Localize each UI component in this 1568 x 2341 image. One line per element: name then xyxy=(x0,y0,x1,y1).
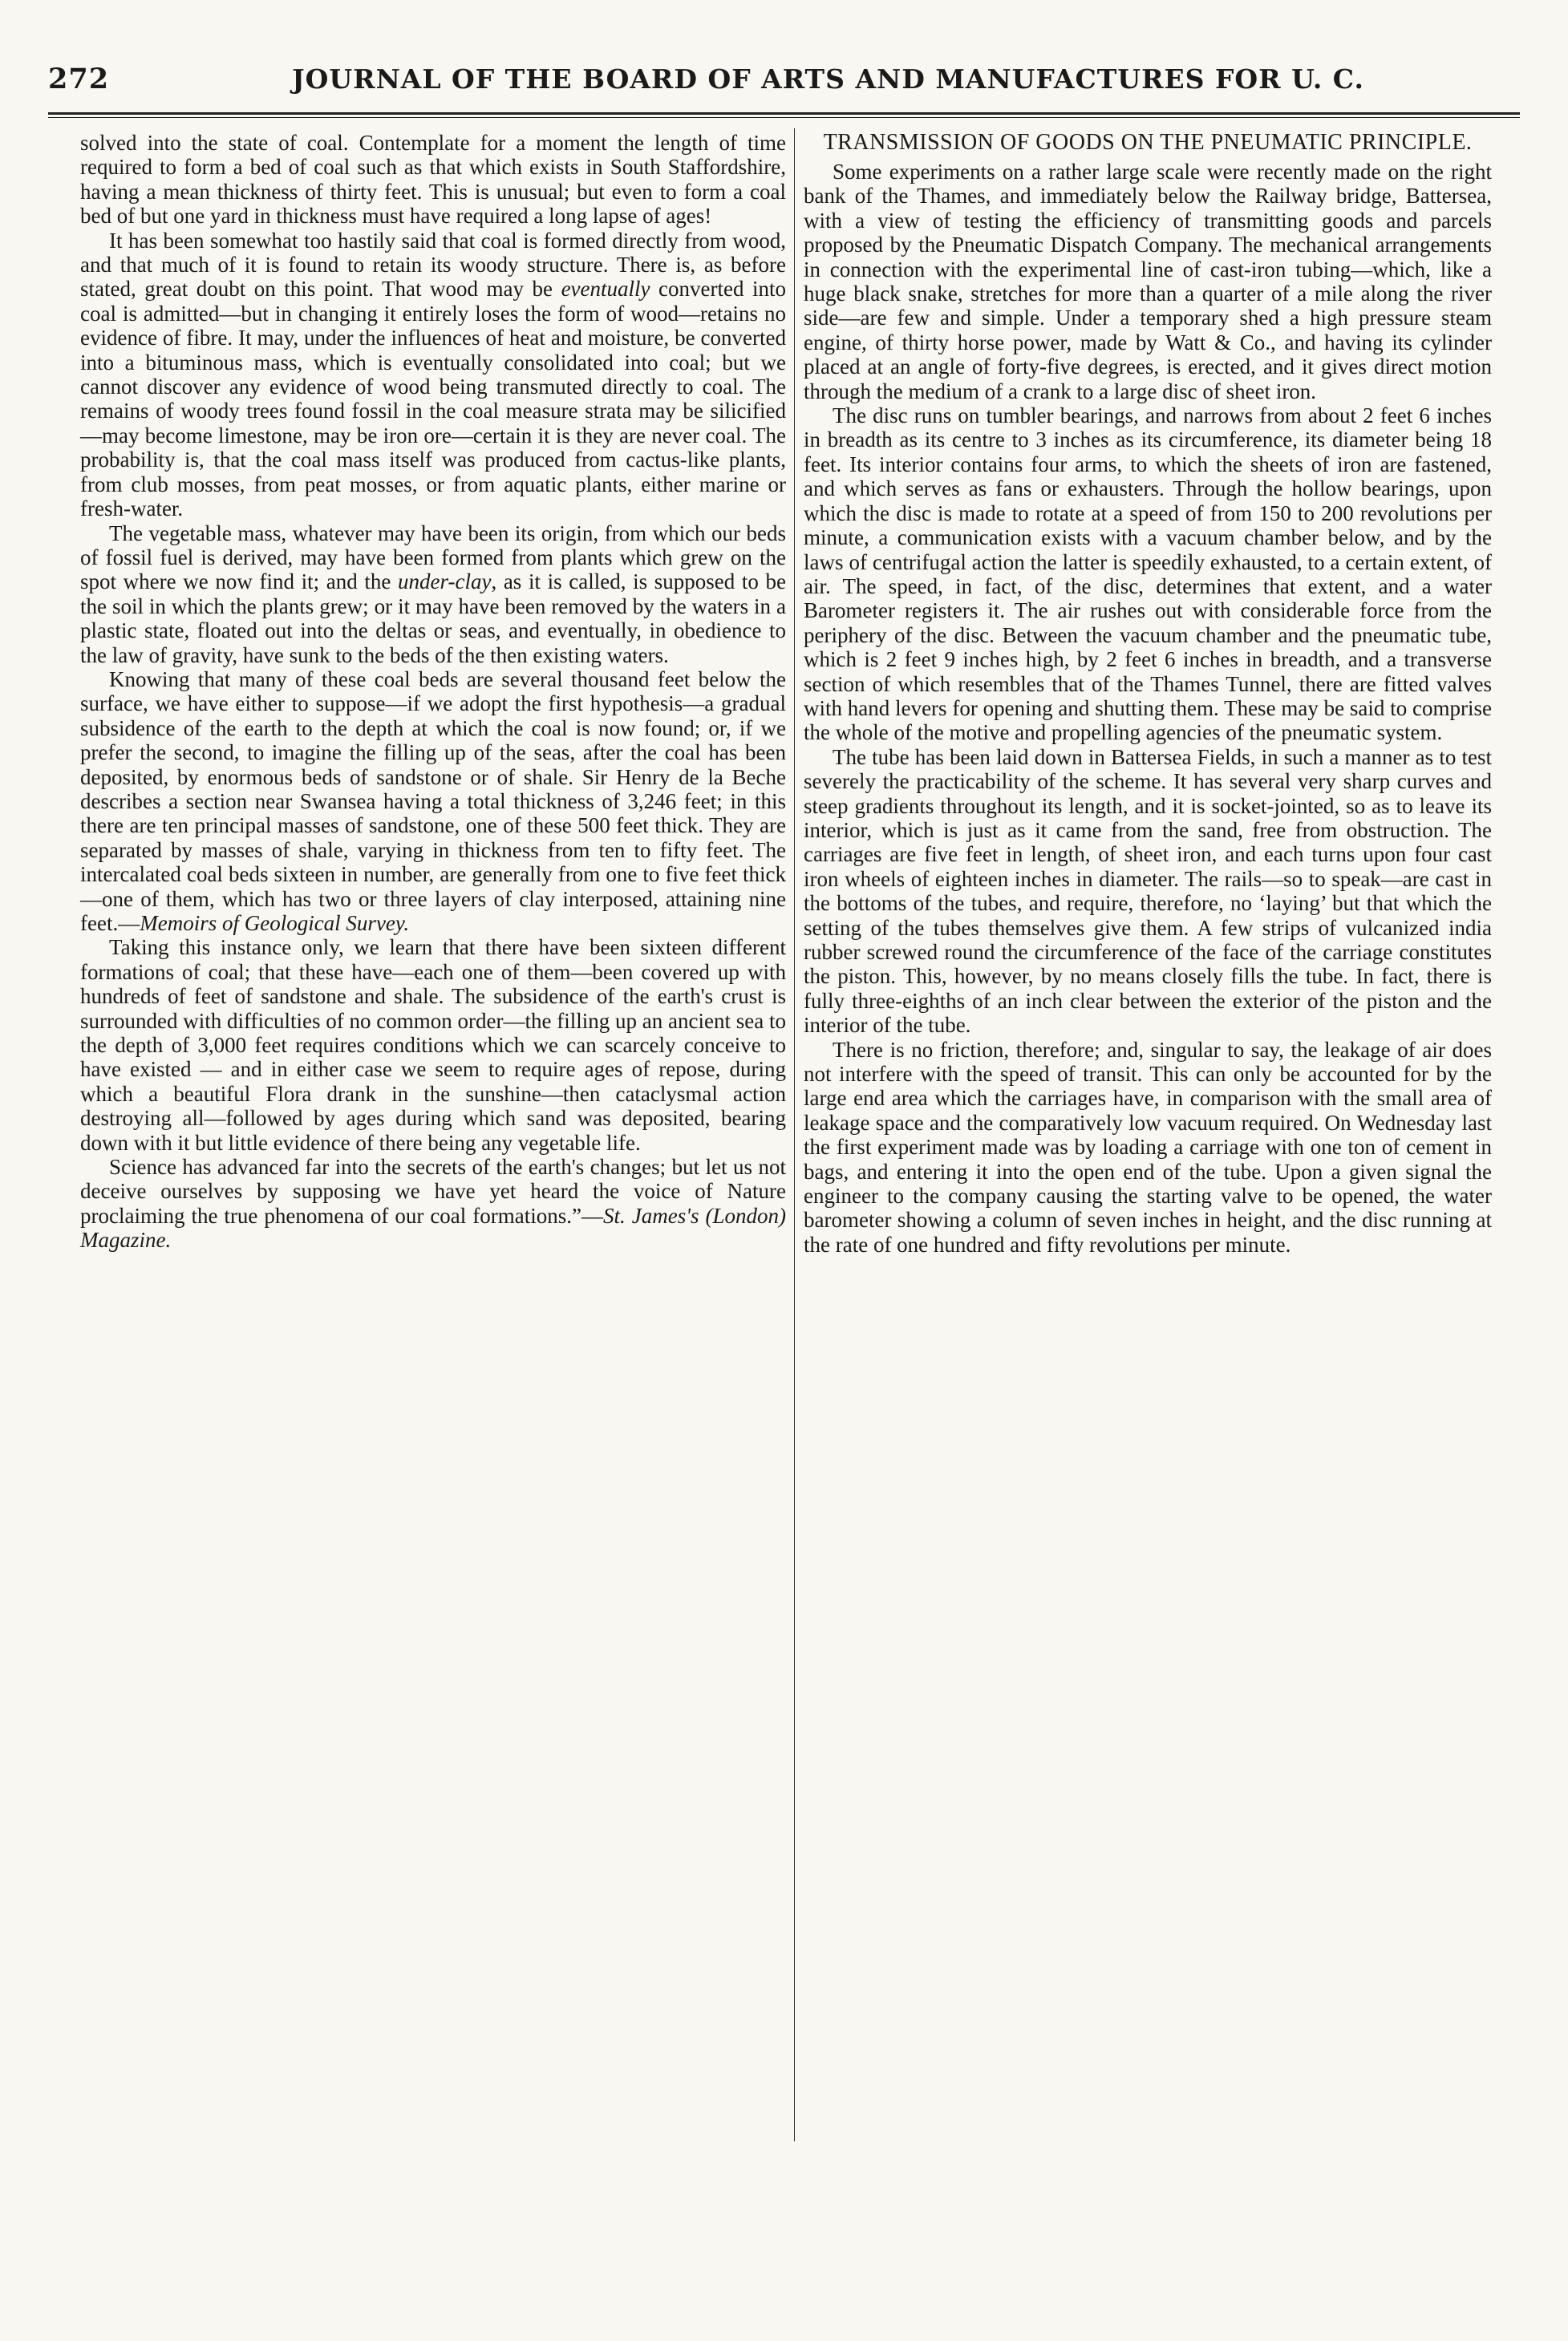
left-column xyxy=(80,131,786,1253)
paragraph: The vegetable mass, whatever may have been its origin, from which our beds of fossil fuel is derived, may have been formed from plants which grew on the spot where we now find it; and the under-clay, as it is called, is supposed to be the soil in which the plants grew; or it may have been removed by the waters in a plastic state, floated out into the deltas or seas, and eventually, in obedience to the law of gravity, have sunk to the beds of the then existing waters. xyxy=(80,520,786,667)
header-rule-thin xyxy=(48,117,1520,118)
paragraph: There is no friction, therefore; and, singular to say, the leakage of air does not interfere with the speed of transit. This can only be accounted for by the large end area which the carriages have, in comparison with the small area of leakage space and the comparatively low vacuum required. On Wednesday last the first experiment made was by loading a carriage with one ton of cement in bags, and entering it into the open end of the tube. Upon a given signal the engineer to the company causing the starting valve to be opened, the water barometer showing a column of seven inches in height, and the disc running at the rate of one hundred and fifty revolutions per minute. xyxy=(804,1037,1492,1257)
header-rule-thick xyxy=(48,112,1520,115)
paragraph: The disc runs on tumbler bearings, and narrows from about 2 feet 6 inches in breadth as its centre to 3 inches as its circumference, its diameter being 18 feet. Its interior contains four arms, to which the sheets of iron are fastened, and which serves as fans or exhausters. Through the hollow bearings, upon which the disc is made to rotate at a speed of from 150 to 200 revolutions per minute, a communication exists with a vacuum chamber below, and by the laws of centrifugal action the latter is speedily exhausted, to a certain extent, of air. The speed, in fact, of the disc, determines that extent, and a water Barometer registers it. The air rushes out with considerable force from the periphery of the disc. Between the vacuum chamber and the pneumatic tube, which is 2 feet 9 inches high, by 2 feet 6 inches in breadth, and a transverse section of which resembles that of the Thames Tunnel, there are fitted valves with hand levers for opening and shutting them. These may be said to comprise the whole of the motive and propelling agencies of the pneumatic system. xyxy=(804,403,1492,745)
citation: St. James's (London) Magazine. xyxy=(80,1203,786,1253)
emphasis: eventually xyxy=(561,277,650,302)
paragraph: It has been somewhat too hastily said that coal is formed directly from wood, and that much of it is found to retain its woody structure. There is, as before stated, great doubt on this point. That wood may be eventually converted into coal is admitted—but in changing it entirely loses the form of wood—retains no evidence of fibre. It may, under the influences of heat and moisture, be converted into a bituminous mass, which is eventually consolidated into coal; but we cannot discover any evidence of wood being transmuted directly to coal. The remains of woody trees found fossil in the coal measure strata may be silicified—may become limestone, may be iron ore—certain it is they are never coal. The probability is, that the coal mass itself was produced from cactus-like plants, from club mosses, from peat mosses, or from aquatic plants, either marine or fresh-water. xyxy=(80,228,786,521)
running-header xyxy=(48,63,1520,111)
right-column xyxy=(804,131,1492,1257)
paragraph: Science has advanced far into the secrets of the earth's changes; but let us not deceive ourselves by supposing we have yet heard the voice of Nature proclaiming the true phenomena of our coal formations.”—St. James's (London) Magazine. xyxy=(80,1155,786,1253)
column-divider xyxy=(794,128,795,2141)
paragraph: The tube has been laid down in Battersea Fields, in such a manner as to test severely the practicability of the scheme. It has several very sharp curves and steep gradients throughout its length, and it is socket-jointed, so as to leave its interior, which is just as it came from the sand, free from obstruction. The carriages are five feet in length, of sheet iron, and each turns upon four cast iron wheels of eighteen inches in diameter. The rails—so to speak—are cast in the bottoms of the tubes, and require, therefore, no ‘laying’ but that which the setting of the tubes themselves give them. A few strips of vulcanized india rubber screwed round the circumference of the face of the carriage constitutes the piston. This, however, by no means closely fills the tube. In fact, there is fully three-eighths of an inch clear between the exterior of the piston and the interior of the tube. xyxy=(804,744,1492,1038)
paragraph: solved into the state of coal. Contemplate for a moment the length of time required to form a bed of coal such as that which exists in South Staffordshire, having a mean thickness of thirty feet. This is unusual; but even to form a coal bed of but one yard in thickness must have required a long lapse of ages! xyxy=(80,131,786,229)
citation: Memoirs of Geological Survey. xyxy=(140,911,410,935)
emphasis: under-clay xyxy=(398,569,492,594)
paragraph: Knowing that many of these coal beds are several thousand feet below the surface, we have either to suppose—if we adopt the first hypothesis—a gradual subsidence of the earth to the depth at which the coal is now found; or, if we prefer the second, to imagine the filling up of the seas, after the coal has been deposited, by enormous beds of sandstone or of shale. Sir Henry de la Beche describes a section near Swansea having a total thickness of 3,246 feet; in this there are ten principal masses of sandstone, one of these 500 feet thick. They are separated by masses of shale, varying in thickness from ten to fifty feet. The intercalated coal beds sixteen in number, are generally from one to five feet thick—one of them, which has two or three layers of clay interposed, attaining nine feet.—Memoirs of Geological Survey. xyxy=(80,666,786,935)
paragraph: Some experiments on a rather large scale were recently made on the right bank of the Thames, and immediately below the Railway bridge, Battersea, with a view of testing the efficiency of transmitting goods and parcels proposed by the Pneumatic Dispatch Company. The mechanical arrangements in connection with the experimental line of cast-iron tubing—which, like a huge black snake, stretches for more than a quarter of a mile along the river side—are few and simple. Under a temporary shed a high pressure steam engine, of thirty horse power, made by Watt & Co., and having its cylinder placed at an angle of forty-five degrees, is erected, and it gives direct motion through the medium of a crank to a large disc of sheet iron. xyxy=(804,160,1492,403)
running-title: JOURNAL OF THE BOARD OF ARTS AND MANUFACTURES FOR U. C. xyxy=(292,63,1364,95)
article-title: TRANSMISSION OF GOODS ON THE PNEUMATIC PRINCIPLE. xyxy=(823,130,1473,155)
page-number: 272 xyxy=(48,63,110,95)
paragraph: Taking this instance only, we learn that there have been sixteen different formations of coal; that these have—each one of them—been covered up with hundreds of feet of sandstone and shale. The subsidence of the earth's crust is surrounded with difficulties of no common order—the filling up an ancient sea to the depth of 3,000 feet requires conditions which we can scarcely conceive to have existed — and in either case we seem to require ages of repose, during which a beautiful Flora drank in the sunshine—then cataclysmal action destroying all—followed by ages during which sand was deposited, bearing down with it but little evidence of there being any vegetable life. xyxy=(80,935,786,1155)
